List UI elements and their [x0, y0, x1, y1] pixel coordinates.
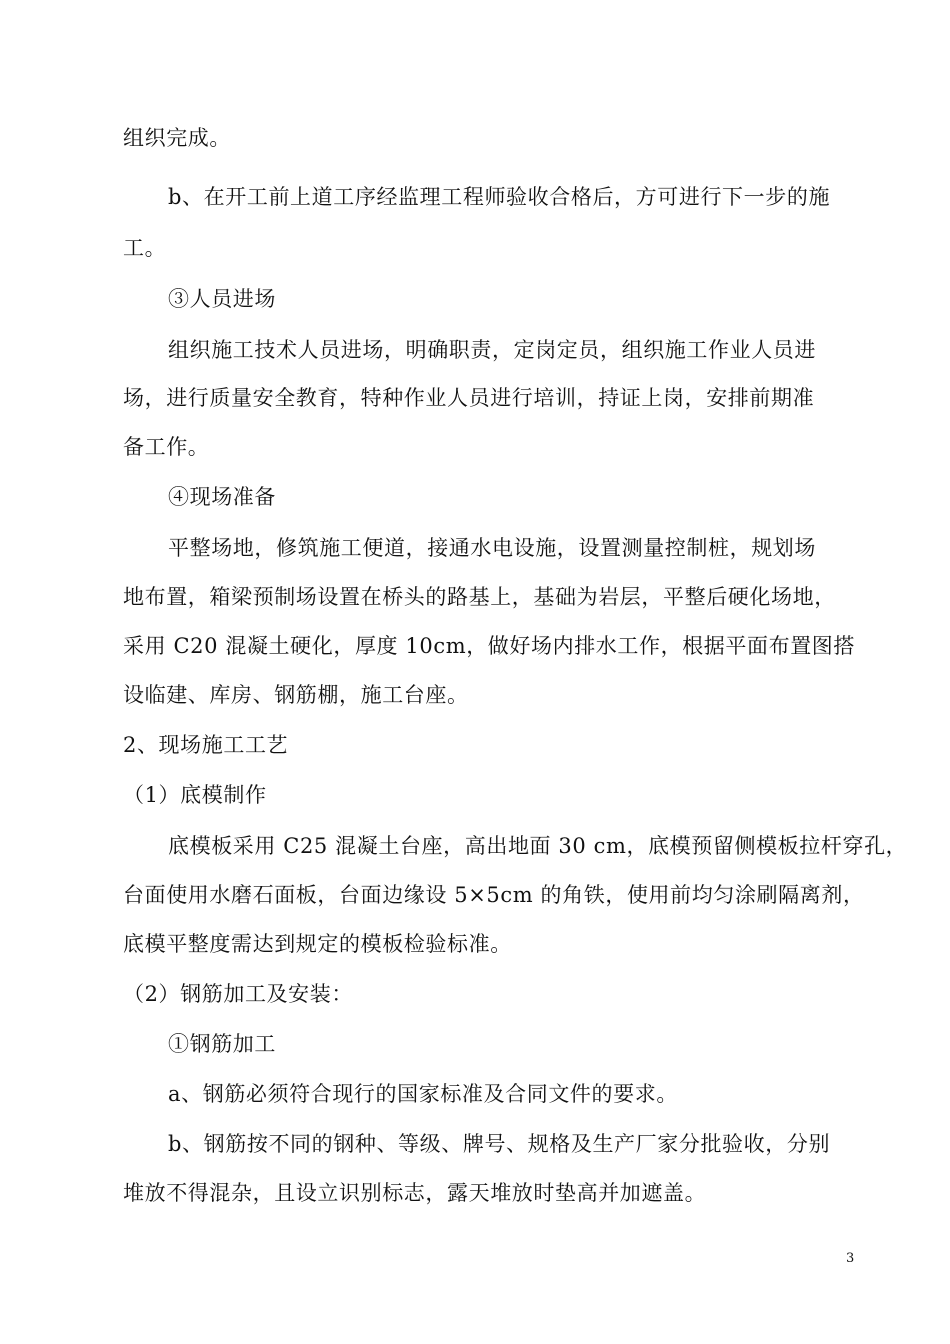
text-line: 采用 C20 混凝土硬化，厚度 10cm，做好场内排水工作，根据平面布置图搭 — [123, 634, 856, 658]
subsection-heading: （1）底模制作 — [123, 783, 267, 807]
text-line: 备工作。 — [123, 435, 210, 459]
text-line: 设临建、库房、钢筋棚，施工台座。 — [123, 683, 469, 707]
text-line: 堆放不得混杂，且设立识别标志，露天堆放时垫高并加遮盖。 — [123, 1181, 707, 1205]
subsection-heading: （2）钢筋加工及安装： — [123, 982, 353, 1006]
text-line: 组织施工技术人员进场，明确职责，定岗定员，组织施工作业人员进 — [168, 338, 816, 362]
text-line: 地布置，箱梁预制场设置在桥头的路基上，基础为岩层，平整后硬化场地， — [123, 585, 836, 609]
text-line: a、钢筋必须符合现行的国家标准及合同文件的要求。 — [168, 1082, 678, 1106]
text-line: 工。 — [123, 236, 167, 260]
text-line: 场，进行质量安全教育，特种作业人员进行培训，持证上岗，安排前期准 — [123, 386, 815, 410]
section-heading: ③人员进场 — [168, 287, 276, 311]
text-line: 底模板采用 C25 混凝土台座，高出地面 30 cm，底模预留侧模板拉杆穿孔， — [168, 834, 908, 858]
page-number: 3 — [846, 1251, 855, 1266]
text-line: b、钢筋按不同的钢种、等级、牌号、规格及生产厂家分批验收，分别 — [168, 1132, 831, 1156]
section-heading: ④现场准备 — [168, 485, 276, 509]
text-line: b、在开工前上道工序经监理工程师验收合格后，方可进行下一步的施 — [168, 185, 831, 209]
text-line: 台面使用水磨石面板，台面边缘设 5×5cm 的角铁，使用前均匀涂刷隔离剂， — [123, 883, 865, 907]
section-heading: 2、现场施工工艺 — [123, 733, 289, 757]
text-line: 组织完成。 — [123, 126, 231, 150]
text-line: 平整场地，修筑施工便道，接通水电设施，设置测量控制桩，规划场 — [168, 536, 816, 560]
section-heading: ①钢筋加工 — [168, 1032, 276, 1056]
text-line: 底模平整度需达到规定的模板检验标准。 — [123, 932, 512, 956]
